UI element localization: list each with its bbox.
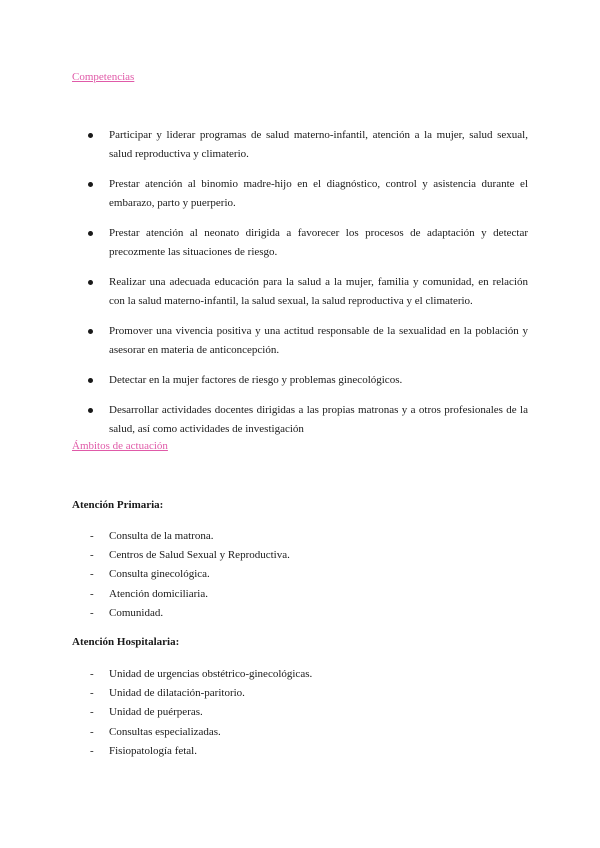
list-item-text: Unidad de puérperas. — [109, 706, 203, 719]
list-item-text: Consulta ginecológica. — [109, 568, 210, 581]
dash-icon: - — [90, 706, 94, 719]
list-item-text: Realizar una adecuada educación para la salud a la mujer, familia y comunidad, en relación con la salud materno-infantil, la salud sexual, la salud reproductiva y el climaterio. — [109, 276, 528, 307]
list-item — [72, 371, 528, 390]
list-item — [72, 401, 528, 439]
list-item-text: Atención domiciliaria. — [109, 587, 208, 600]
list-item-text: Consulta de la matrona. — [109, 530, 214, 542]
competencias-list — [72, 126, 528, 450]
list-item — [72, 585, 528, 604]
list-item-text: Detectar en la mujer factores de riesgo y problemas ginecológicos. — [109, 374, 403, 386]
dash-icon: - — [90, 587, 94, 600]
bullet-icon — [88, 329, 93, 334]
list-item — [72, 322, 528, 360]
list-item — [72, 546, 528, 565]
list-item-text: Desarrollar actividades docentes dirigidas a las propias matronas y a otros profesionales de la salud, así como actividades de investigación — [109, 404, 528, 435]
bullet-icon — [88, 408, 93, 413]
bullet-icon — [88, 280, 93, 285]
list-item — [72, 273, 528, 311]
list-item-text: Prestar atención al neonato dirigida a favorecer los procesos de adaptación y detectar precozmente las situaciones de riesgo. — [109, 227, 528, 258]
list-item-text: Unidad de dilatación-paritorio. — [109, 687, 245, 700]
atencion-hospitalaria-list — [72, 665, 528, 761]
list-item — [72, 224, 528, 262]
dash-icon: - — [90, 549, 94, 562]
dash-icon: - — [90, 668, 94, 680]
bullet-icon — [88, 133, 93, 138]
bullet-icon — [88, 378, 93, 383]
atencion-primaria-title: Atención Primaria: — [72, 499, 164, 511]
list-item-text: Fisiopatología fetal. — [109, 744, 197, 757]
dash-icon: - — [90, 744, 94, 757]
list-item — [72, 175, 528, 213]
list-item-text: Comunidad. — [109, 606, 164, 619]
list-item-text: Consultas especializadas. — [109, 725, 221, 738]
dash-icon: - — [90, 530, 94, 542]
competencias-heading-link[interactable]: Competencias — [72, 71, 135, 83]
list-item-text: Participar y liderar programas de salud materno-infantil, atención a la mujer, salud sexual, salud reproductiva y climaterio. — [109, 129, 528, 160]
ambitos-heading-link[interactable]: Ámbitos de actuación — [72, 440, 168, 452]
list-item-text: Centros de Salud Sexual y Reproductiva. — [109, 549, 290, 562]
list-item — [72, 723, 528, 742]
dash-icon: - — [90, 725, 94, 738]
dash-icon: - — [90, 687, 94, 700]
list-item-text: Promover una vivencia positiva y una actitud responsable de la sexualidad en la población y asesorar en materia de anticoncepción. — [109, 325, 528, 356]
list-item-text: Unidad de urgencias obstétrico-ginecológicas. — [109, 668, 313, 680]
atencion-hospitalaria-title: Atención Hospitalaria: — [72, 636, 180, 648]
list-item — [72, 126, 528, 164]
dash-icon: - — [90, 568, 94, 581]
list-item — [72, 684, 528, 703]
list-item — [72, 703, 528, 722]
atencion-primaria-list — [72, 527, 528, 623]
list-item — [72, 665, 528, 684]
list-item — [72, 742, 528, 761]
list-item-text: Prestar atención al binomio madre-hijo en el diagnóstico, control y asistencia durante el embarazo, parto y puerperio. — [109, 178, 528, 209]
list-item — [72, 527, 528, 546]
bullet-icon — [88, 231, 93, 236]
list-item — [72, 565, 528, 584]
bullet-icon — [88, 182, 93, 187]
list-item — [72, 604, 528, 623]
dash-icon: - — [90, 606, 94, 619]
